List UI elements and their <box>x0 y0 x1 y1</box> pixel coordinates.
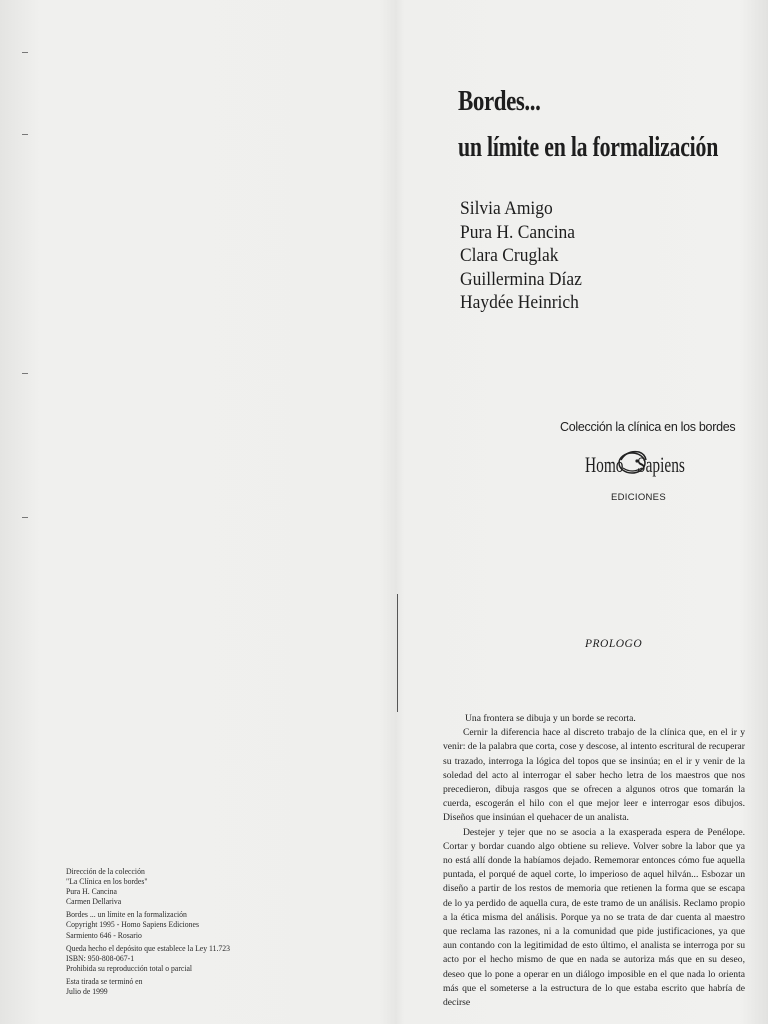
edge-mark <box>22 134 28 135</box>
collection-name: Colección la clínica en los bordes <box>560 420 736 434</box>
author-name: Guillermina Díaz <box>460 268 582 290</box>
book-subtitle: un límite en la formalización <box>458 132 719 163</box>
edge-mark <box>22 373 28 374</box>
edge-mark <box>22 52 28 53</box>
colophon-line: Copyright 1995 - Homo Sapiens Ediciones <box>66 919 199 930</box>
colophon-line: ISBN: 950-808-067-1 <box>66 952 135 963</box>
publisher-editions: EDICIONES <box>611 492 666 503</box>
edge-mark <box>22 517 28 518</box>
logo-word-left: Homo <box>585 452 624 477</box>
colophon-line: Sarmiento 646 - Rosario <box>66 929 142 940</box>
colophon-line: Queda hecho el depósito que establece la Ley 11.723 <box>66 942 231 953</box>
colophon-line: Esta tirada se terminó en <box>66 975 143 986</box>
author-name: Haydée Heinrich <box>460 292 579 313</box>
author-list <box>460 197 592 315</box>
colophon <box>66 866 266 996</box>
prologue-paragraph: Cernir la diferencia hace al discreto trabajo de la clínica que, en el ir y venir: de la palabra que corta, cose y descose, al intento escritural de recuperar su trazado, interroga la lógica del topos que se insinúa; en el ir y venir de la soledad del acto al interrogar el saber hecho letra de los maestros que nos precedieron, dibuja rasgos que se ofrecen a algunos otros que tomarán la cuerda, escogerán el hilo con el que mejor leer e interrogar esos dibujos. Diseños que insinúan el quehacer de un analista. <box>443 727 745 824</box>
logo-word-right: Sapiens <box>637 452 685 477</box>
prologue-body <box>443 712 745 1010</box>
colophon-line: Pura H. Cancina <box>66 886 117 897</box>
book-spine-fold <box>397 594 398 712</box>
colophon-line: "La Clínica en los bordes" <box>66 876 148 887</box>
author-name: Silvia Amigo <box>460 198 553 219</box>
colophon-line: Carmen Dellariva <box>66 896 122 907</box>
colophon-line: Julio de 1999 <box>66 986 108 997</box>
author-name: Clara Cruglak <box>460 245 559 266</box>
prologue-paragraph: Destejer y tejer que no se asocia a la exasperada espera de Penélope. Cortar y bordar cuando algo obtiene su relieve. Volver sobre la labor que ya no está allí donde la habíamos dejado. Rememorar entonces cómo fue aquella puntada, el porqué de aquel corte, lo imperioso de aquel hilván... Esbozar un diseño a partir de los restos de memoria que retienen la forma que se escapa de lo ya perdido de aquella cura, de este tramo de un análisis. Reclamo propio a la ética misma del análisis. Porque ya no se trata de dar cuenta al maestro que reclama las razones, ni a la comunidad que pide justificaciones, ya que aun contando con la legitimidad de esto último, el analista se interroga por su acto por el hecho mismo de que en nada se autoriza más que en su deseo, deseo que lo pone a operar en un diálogo imposible en el que nada lo orienta más que el someterse a la estructura de lo que estaba escrito que habría de decirse <box>443 826 745 1009</box>
colophon-line: Bordes ... un límite en la formalización <box>66 909 187 920</box>
colophon-line: Prohibida su reproducción total o parcial <box>66 962 193 973</box>
publisher-logo <box>585 444 705 490</box>
book-title: Bordes... <box>458 86 541 117</box>
colophon-line: Dirección de la colección <box>66 866 145 876</box>
prologue-paragraph: Una frontera se dibuja y un borde se recorta. <box>465 713 636 724</box>
prologue-heading: PROLOGO <box>585 638 643 650</box>
author-name: Pura H. Cancina <box>460 221 576 243</box>
